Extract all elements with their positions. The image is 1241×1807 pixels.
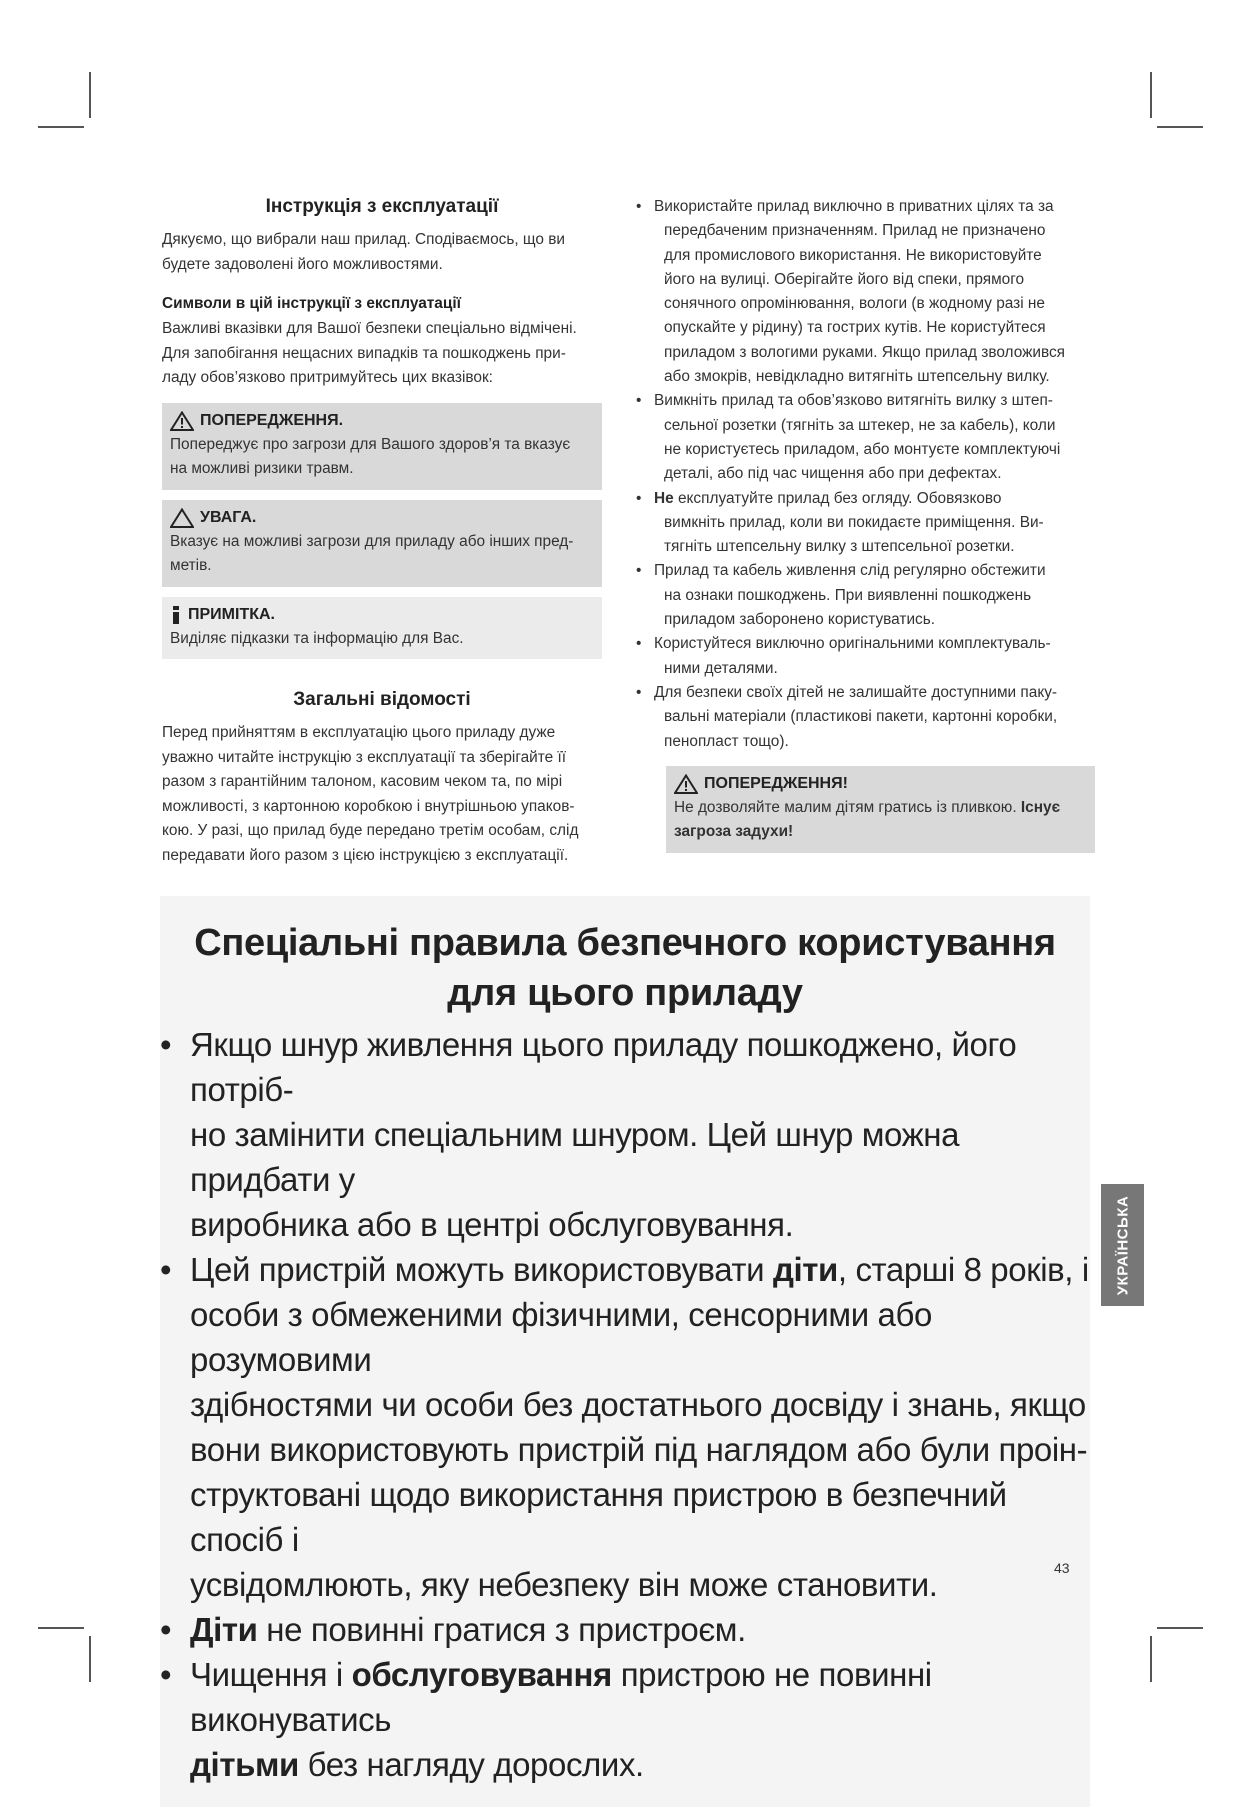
text-segment: , старші 8 років, і: [837, 1251, 1089, 1288]
general-text: [162, 721, 602, 868]
text-line: ладу обов’язково притримуйтесь цих вказівок:: [162, 369, 493, 386]
bullet: •: [160, 1656, 172, 1693]
note-box-body: [170, 627, 594, 652]
crop-mark: [1157, 126, 1203, 128]
text-line: вони використовують пристрій під наглядом або були проін-: [190, 1431, 1088, 1468]
bold-segment: дітьми: [190, 1746, 299, 1783]
bullet: •: [636, 562, 642, 580]
bullet: •: [636, 489, 642, 507]
text-line: структовані щодо використання пристрою в безпечний спосіб і: [190, 1476, 1007, 1558]
special-rules-list: [160, 1022, 1090, 1807]
caution-triangle-icon: [170, 508, 194, 528]
text-line: вимкніть прилад, коли ви покидаєте приміщення. Ви-: [664, 513, 1044, 531]
text-line: приладом з вологими руками. Якщо прилад зволожився: [664, 343, 1066, 361]
text-line: можливості, з картонною коробкою і внутрішньою упаков-: [162, 797, 575, 815]
crop-mark: [38, 126, 84, 128]
caution-box: [162, 500, 602, 587]
warning-title-text: ПОПЕРЕДЖЕННЯ.: [200, 411, 344, 429]
text-line: виробника або в центрі обслуговування.: [190, 1206, 794, 1243]
text-line: передбаченим призначенням. Прилад не призначено: [664, 222, 1046, 240]
text-line: Використайте прилад виключно в приватних цілях та за: [654, 198, 1054, 215]
text-line: Вказує на можливі загрози для приладу або інших пред-: [170, 532, 574, 550]
list-item: [160, 1247, 1090, 1607]
text-line: [190, 1247, 1090, 1292]
text-segment: без нагляду дорослих.: [298, 1746, 644, 1783]
text-line: передавати його разом з цією інструкцією з експлуатації.: [162, 846, 569, 864]
text-line: усвідомлюють, яку небезпеку він може становити.: [190, 1566, 938, 1603]
general-title: Загальні відомості: [293, 689, 471, 710]
bullet: •: [160, 1611, 172, 1648]
bold-word: Не: [654, 489, 674, 507]
warning-box-body: [170, 433, 594, 482]
page-number: 43: [1054, 1560, 1070, 1576]
warning-triangle-icon: [674, 774, 698, 794]
text-line: Попереджує про загрози для Вашого здоров’я та вказує: [170, 435, 571, 453]
text-line: здібностями чи особи без достатнього досвіду і знань, якщо: [190, 1386, 1086, 1423]
language-side-tab: [1101, 1184, 1144, 1306]
text-line: тягніть штепсельну вилку з штепсельної розетки.: [664, 538, 1015, 556]
left-column: [162, 196, 602, 868]
bullet: •: [636, 198, 642, 215]
manual-title: Інструкція з експлуатації: [265, 196, 499, 217]
text-segment: пристрою не повинні виконуватись: [190, 1656, 932, 1738]
bullet: •: [636, 683, 642, 701]
intro-text: [162, 228, 602, 277]
text-line: будете задоволені його можливостями.: [162, 255, 443, 273]
caution-box-title: [170, 506, 594, 530]
bullet: •: [160, 1026, 172, 1063]
bold-segment: Діти: [190, 1611, 258, 1648]
safety-list: [636, 195, 1086, 754]
crop-mark: [1157, 1627, 1203, 1629]
text-line: [190, 1652, 1090, 1742]
text-line: Перед прийняттям в експлуатацію цього приладу дуже: [162, 724, 556, 741]
text-line: Якщо шнур живлення цього приладу пошкоджено, його потріб-: [190, 1026, 1017, 1108]
text-line: приладом заборонено користуватись.: [664, 611, 936, 629]
text-line: Важливі вказівки для Вашої безпеки спеціально відмічені.: [162, 320, 577, 337]
text-line: або змокрів, невідкладно витягніть штепсельну вилку.: [664, 368, 1050, 386]
text-line: його на вулиці. Оберігайте його від спеки, прямого: [664, 270, 1025, 288]
bullet: •: [636, 392, 642, 410]
text-line: для промислового використання. Не використовуйте: [664, 246, 1042, 264]
text-line: Виділяє підказки та інформацію для Вас.: [170, 629, 464, 647]
list-item: [636, 487, 1086, 560]
note-box: [162, 597, 602, 660]
right-column: [636, 195, 1086, 853]
child-warning-box: [666, 766, 1095, 853]
text-line: [674, 796, 1087, 821]
list-item: [636, 681, 1086, 754]
child-warning-title: [674, 772, 1087, 796]
text-line: на ознаки пошкоджень. При виявленні пошкоджень: [664, 586, 1032, 604]
list-item: [160, 1022, 1090, 1247]
caution-box-body: [170, 530, 594, 579]
text-line: но замінити спеціальним шнуром. Цей шнур можна придбати у: [190, 1116, 960, 1198]
special-title: [160, 918, 1090, 1018]
warning-triangle-icon: [170, 411, 194, 431]
bold-segment: Існує: [1020, 798, 1061, 816]
text-line: на можливі ризики травм.: [170, 460, 354, 477]
text-line: [190, 1607, 1090, 1652]
text-line: [190, 1742, 1090, 1787]
text-line: кою. У разі, що прилад буде передано третім особам, слід: [162, 822, 579, 839]
symbols-text: [162, 317, 602, 391]
bold-segment: діти: [772, 1251, 838, 1288]
crop-mark: [89, 1636, 91, 1682]
warning-box-title: [170, 409, 594, 433]
title-line: Спеціальні правила безпечного користування: [194, 922, 1056, 964]
text-line: вальні матеріали (пластикові пакети, картонні коробки,: [664, 708, 1058, 726]
text-line: Дякуємо, що вибрали наш прилад. Сподіваємось, що ви: [162, 231, 566, 248]
bullet: •: [160, 1251, 172, 1288]
crop-mark: [89, 72, 91, 118]
text-segment: Цей пристрій можуть використовувати: [190, 1251, 773, 1288]
bold-segment: загроза задухи!: [674, 823, 794, 841]
text-line: Для безпеки своїх дітей не залишайте доступними паку-: [654, 683, 1058, 701]
text-segment: Чищення і: [190, 1656, 352, 1693]
info-icon: [170, 605, 182, 625]
text-line: Для запобігання нещасних випадків та пошкоджень при-: [162, 344, 566, 362]
list-item: [636, 389, 1086, 486]
text-line: сонячного опромінювання, вологи (в жодному разі не: [664, 295, 1045, 313]
text-line: деталі, або під час чищення або при дефектах.: [664, 465, 1002, 483]
title-line: для цього приладу: [447, 972, 803, 1014]
warning-box: [162, 403, 602, 490]
text-segment: Не дозволяйте малим дітям гратись із пливкою.: [674, 798, 1021, 816]
text-line: Вимкніть прилад та обов’язково витягніть вилку з штеп-: [654, 392, 1053, 410]
text-line: опускайте у рідину) та гострих кутів. Не користуйтеся: [664, 319, 1046, 337]
text-line: Прилад та кабель живлення слід регулярно обстежити: [654, 562, 1046, 580]
text-line: не користуєтесь приладом, або монтуєте комплектуючі: [664, 440, 1061, 458]
caution-title-text: УВАГА.: [200, 508, 257, 526]
crop-mark: [38, 1627, 84, 1629]
text-line: особи з обмеженими фізичними, сенсорними або розумовими: [190, 1296, 932, 1378]
bullet: •: [636, 635, 642, 653]
symbols-heading: Символи в цій інструкції з експлуатації: [162, 295, 461, 312]
text-line: [674, 820, 1087, 845]
crop-mark: [1150, 72, 1152, 118]
note-box-title: [170, 603, 594, 627]
list-item: [160, 1607, 1090, 1652]
language-tab-label: УКРАЇНСЬКА: [1114, 1195, 1132, 1295]
text-line: разом з гарантійним талоном, касовим чеком та, по мірі: [162, 773, 563, 790]
list-item: [636, 632, 1086, 681]
crop-mark: [1150, 1636, 1152, 1682]
special-safety-section: [160, 896, 1090, 1807]
child-warning-title-text: ПОПЕРЕДЖЕННЯ!: [704, 774, 848, 792]
bold-segment: обслуговування: [351, 1656, 612, 1693]
text-line: експлуатуйте прилад без огляду. Обовязково: [673, 489, 1002, 507]
text-line: пенопласт тощо).: [664, 732, 789, 750]
text-line: уважно читайте інструкцію з експлуатації та зберігайте її: [162, 748, 567, 766]
text-segment: не повинні гратися з пристроєм.: [257, 1611, 746, 1648]
list-item: [636, 195, 1086, 389]
list-item: [636, 559, 1086, 632]
child-warning-body: [674, 796, 1087, 845]
note-title-text: ПРИМІТКА.: [188, 605, 275, 623]
text-line: сельної розетки (тягніть за штекер, не за кабель), коли: [664, 416, 1056, 434]
list-item: [160, 1652, 1090, 1787]
text-line: Користуйтеся виключно оригінальними комплектуваль-: [654, 635, 1051, 653]
text-line: метів.: [170, 557, 212, 574]
text-line: ними деталями.: [664, 659, 778, 677]
